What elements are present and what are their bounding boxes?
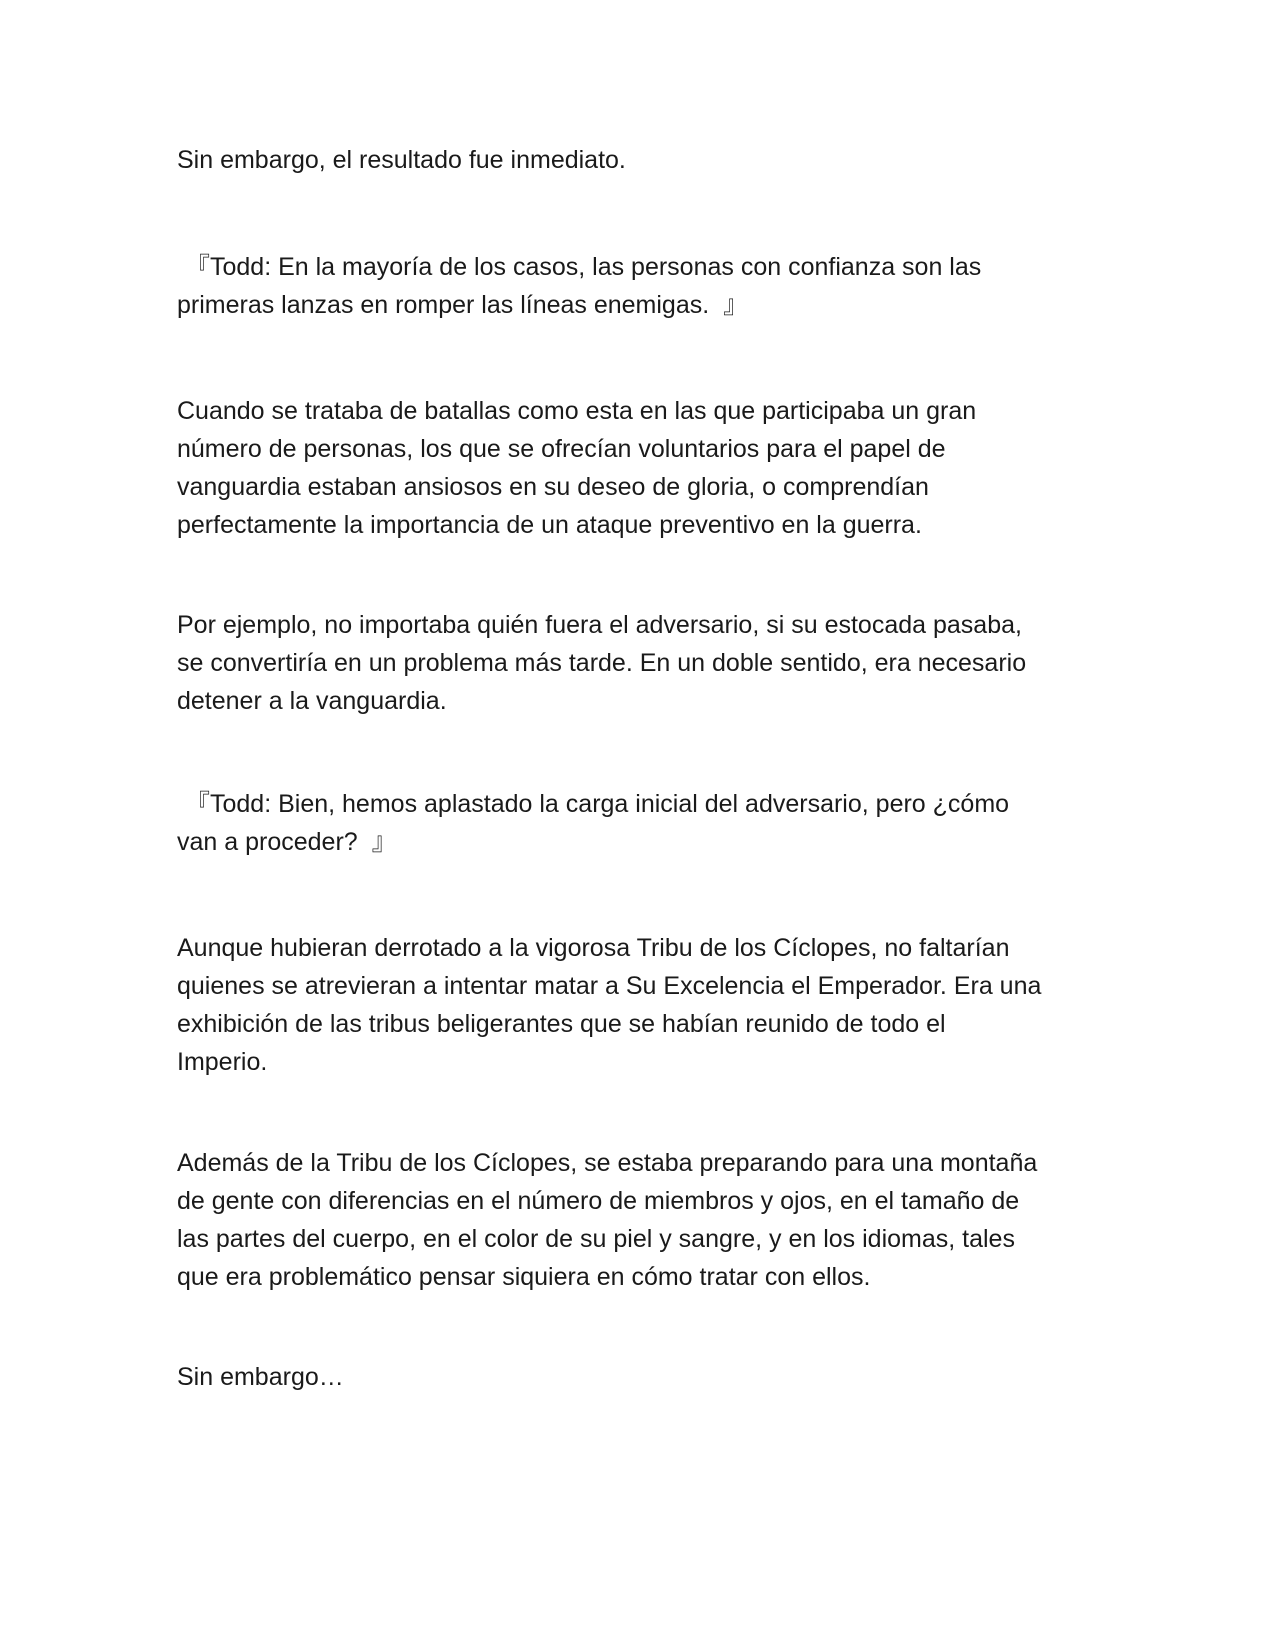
paragraph-tribes: Además de la Tribu de los Cíclopes, se estaba preparando para una montaña de gente con diferencias en el número de miembros y ojos, en el tamaño de las partes del cuerpo, en el color de su piel y sangre, y en los idiomas, tales que era problemático pensar siquiera en cómo tratar con ellos.	[177, 1149, 1038, 1291]
paragraph-closing: Sin embargo…	[177, 1363, 344, 1391]
dialogue-todd-1: 『Todd: En la mayoría de los casos, las personas con confianza son las primeras lanzas en romper las líneas enemigas. 』	[177, 253, 982, 319]
paragraph-cyclops: Aunque hubieran derrotado a la vigorosa Tribu de los Cíclopes, no faltarían quienes se atrevieran a intentar matar a Su Excelencia el Emperador. Era una exhibición de las tribus beligerantes que se habían reunido de todo el Imperio.	[177, 934, 1042, 1076]
paragraph-opening: Sin embargo, el resultado fue inmediato.	[177, 146, 626, 174]
paragraph-vanguard: Cuando se trataba de batallas como esta en las que participaba un gran número de personas, los que se ofrecían voluntarios para el papel de vanguardia estaban ansiosos en su deseo de gloria, o comprendían perfectamente la importancia de un ataque preventivo en la guerra.	[177, 397, 977, 539]
paragraph-example: Por ejemplo, no importaba quién fuera el adversario, si su estocada pasaba, se convertiría en un problema más tarde. En un doble sentido, era necesario detener a la vanguardia.	[177, 611, 1027, 715]
dialogue-todd-2: 『Todd: Bien, hemos aplastado la carga inicial del adversario, pero ¿cómo van a proceder? 』	[177, 790, 1010, 856]
